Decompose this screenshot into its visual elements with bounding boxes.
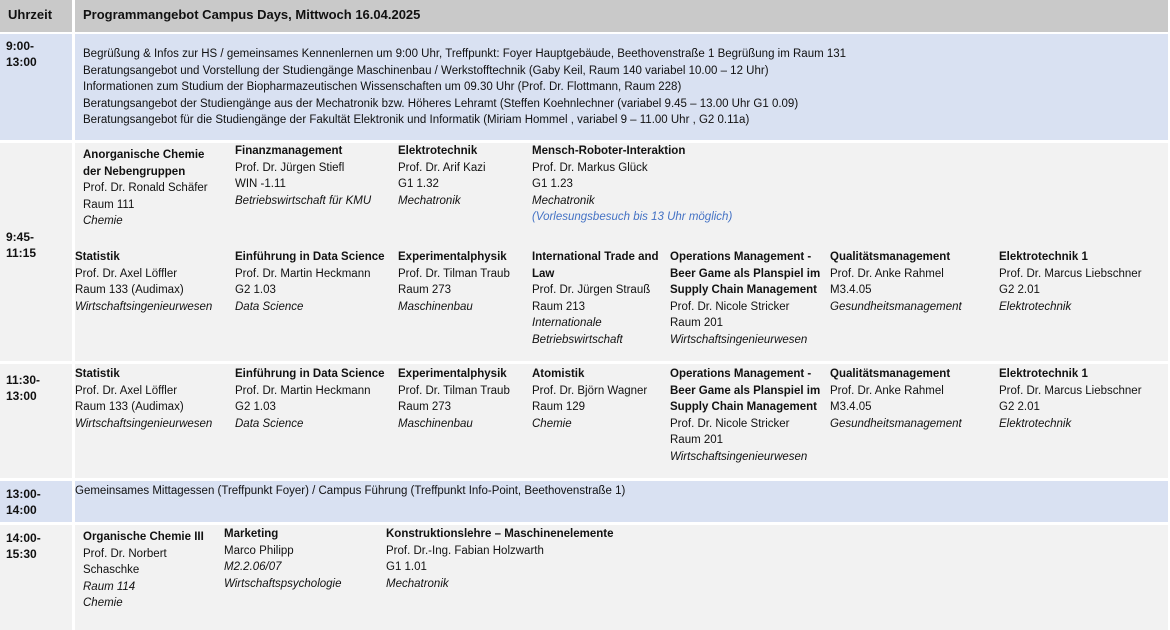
morning-info-block <box>75 34 1168 140</box>
course-title: Statistik <box>75 251 120 263</box>
study-program: Chemie <box>532 417 572 430</box>
study-program: Gesundheitsmanagement <box>830 417 962 430</box>
course-title: Supply Chain Management <box>670 401 817 413</box>
time-start: 13:00- <box>6 487 41 501</box>
course-cell <box>233 249 393 315</box>
lecturer: Prof. Dr. Anke Rahmel <box>830 267 944 280</box>
course-title: Elektrotechnik 1 <box>999 251 1088 263</box>
lunch-text: Gemeinsames Mittagessen (Treffpunkt Foyer) / Campus Führung (Treffpunkt Info-Point, Beethovenstraße 1) <box>75 485 626 497</box>
study-program: Wirtschaftspsychologie <box>224 577 342 590</box>
study-program: Data Science <box>235 417 304 430</box>
lecturer: Prof. Dr. Markus Glück <box>532 161 648 174</box>
lecturer: Prof. Dr. Nicole Stricker <box>670 300 790 313</box>
lecturer: Prof. Dr.-Ing. Fabian Holzwarth <box>386 544 544 557</box>
course-cell <box>73 249 231 315</box>
course-cell <box>384 526 994 592</box>
course-title: Law <box>532 267 555 280</box>
empty-cell <box>828 143 1168 247</box>
course-cell <box>668 366 826 465</box>
course-title: Qualitätsmanagement <box>830 368 951 380</box>
course-title: Einführung in Data Science <box>235 368 385 380</box>
study-program: Elektrotechnik <box>999 417 1072 430</box>
course-title: Experimentalphysik <box>398 368 507 380</box>
time-slot-1400 <box>0 525 72 630</box>
course-cell <box>997 366 1167 432</box>
lecturer: Prof. Dr. Martin Heckmann <box>235 384 371 397</box>
room: G2 2.01 <box>999 284 1040 296</box>
course-note: (Vorlesungsbesuch bis 13 Uhr möglich) <box>532 211 733 223</box>
study-program: Maschinenbau <box>398 300 473 313</box>
lecturer: Prof. Dr. Jürgen Strauß <box>532 284 651 296</box>
info-line: Beratungsangebot und Vorstellung der Studiengänge Maschinenbau / Werkstofftechnik (Gaby Keil, Raum 140 variabel 10.00 – 12 Uhr) <box>83 64 769 77</box>
study-program: Mechatronik <box>386 577 449 590</box>
room: M3.4.05 <box>830 401 872 413</box>
time-slot-lunch <box>0 481 72 522</box>
course-title: Atomistik <box>532 368 585 380</box>
room: WIN -1.11 <box>235 178 286 190</box>
room: Raum 213 <box>532 300 586 313</box>
course-cell <box>828 366 994 432</box>
lecturer: Prof. Dr. Jürgen Stiefl <box>235 161 345 174</box>
course-cell <box>828 249 994 315</box>
course-cell <box>530 143 826 226</box>
course-title: der Nebengruppen <box>83 165 186 178</box>
course-cell <box>233 143 393 209</box>
lecturer: Prof. Dr. Tilman Traub <box>398 267 510 280</box>
room: G2 2.01 <box>999 401 1040 413</box>
room: Raum 129 <box>532 401 586 413</box>
course-cell <box>396 143 526 209</box>
study-program: Betriebswirtschaft <box>532 333 623 346</box>
info-line: Beratungsangebot für die Studiengänge der Fakultät Elektronik und Informatik (Miriam Hommel , variabel 9 – 11.00 Uhr , G2 0.11a) <box>83 114 750 126</box>
time-end: 15:30 <box>6 547 37 561</box>
course-title: Operations Management - <box>670 368 812 380</box>
time-end: 13:00 <box>6 389 37 403</box>
course-title: Einführung in Data Science <box>235 251 385 263</box>
course-cell <box>73 366 231 432</box>
page-title: Programmangebot Campus Days, Mittwoch 16.04.2025 <box>83 7 421 22</box>
lecturer: Prof. Dr. Anke Rahmel <box>830 384 944 397</box>
room: G2 1.03 <box>235 284 276 296</box>
time-slot-0945 <box>0 143 72 361</box>
course-title: Anorganische Chemie <box>83 149 205 161</box>
time-start: 14:00- <box>6 531 41 545</box>
study-program: Mechatronik <box>398 194 461 207</box>
room: Raum 273 <box>398 284 452 296</box>
lecturer: Prof. Dr. Marcus Liebschner <box>999 267 1142 280</box>
study-program: Maschinenbau <box>398 417 473 430</box>
room: Raum 273 <box>398 401 452 413</box>
study-program: Wirtschaftsingenieurwesen <box>670 333 808 346</box>
study-program: Data Science <box>235 300 304 313</box>
study-program: Elektrotechnik <box>999 300 1072 313</box>
study-program: Wirtschaftsingenieurwesen <box>75 417 213 430</box>
course-cell <box>530 249 666 348</box>
room: G2 1.03 <box>235 401 276 413</box>
lecturer: Prof. Dr. Arif Kazi <box>398 161 486 174</box>
time-start: 9:00- <box>6 39 35 53</box>
course-title: Elektrotechnik <box>398 145 478 157</box>
study-program: Wirtschaftsingenieurwesen <box>75 300 213 313</box>
course-cell <box>396 249 526 315</box>
course-title: Konstruktionslehre – Maschinenelemente <box>386 528 614 540</box>
room: G1 1.01 <box>386 561 427 573</box>
course-title: Organische Chemie III <box>83 531 204 543</box>
course-title: Qualitätsmanagement <box>830 251 951 263</box>
time-column-header <box>0 0 72 32</box>
course-cell <box>396 366 526 432</box>
study-program: Chemie <box>83 215 123 227</box>
lecturer: Prof. Dr. Axel Löffler <box>75 267 178 280</box>
room: G1 1.23 <box>532 178 573 190</box>
room: G1 1.32 <box>398 178 439 190</box>
info-line: Begrüßung & Infos zur HS / gemeinsames Kennenlernen um 9:00 Uhr, Treffpunkt: Foyer Hauptgebäude, Beethovenstraße 1 Begrüßung im Raum 131 <box>83 48 847 60</box>
lunch-block <box>75 481 1168 522</box>
room: Raum 201 <box>670 317 724 329</box>
lecturer: Prof. Dr. Marcus Liebschner <box>999 384 1142 397</box>
time-start: 11:30- <box>6 373 41 387</box>
course-title: Statistik <box>75 368 120 380</box>
course-title: Experimentalphysik <box>398 251 507 263</box>
lecturer: Prof. Dr. Ronald Schäfer <box>83 182 208 194</box>
time-slot-1130 <box>0 364 72 478</box>
course-cell <box>81 147 231 230</box>
course-cell <box>222 526 380 592</box>
study-program: Betriebswirtschaft für KMU <box>235 194 372 207</box>
lecturer: Prof. Dr. Tilman Traub <box>398 384 510 397</box>
room: Raum 133 (Audimax) <box>75 401 184 413</box>
course-cell <box>530 366 666 432</box>
room: Raum 114 <box>83 580 136 593</box>
course-title: International Trade and <box>532 251 659 263</box>
course-title: Mensch-Roboter-Interaktion <box>532 145 686 157</box>
course-title: Beer Game als Planspiel im <box>670 384 821 397</box>
course-title: Operations Management - <box>670 251 812 263</box>
course-cell <box>81 529 217 612</box>
time-end: 14:00 <box>6 503 37 517</box>
course-title: Beer Game als Planspiel im <box>670 267 821 280</box>
time-end: 11:15 <box>6 246 37 260</box>
study-program: Gesundheitsmanagement <box>830 300 962 313</box>
study-program: Internationale <box>532 317 602 329</box>
study-program: Mechatronik <box>532 194 595 207</box>
room: M2.2.06/07 <box>224 561 282 573</box>
lecturer: Schaschke <box>83 564 140 576</box>
course-cell <box>233 366 393 432</box>
time-slot-morning <box>0 34 72 140</box>
room: Raum 111 <box>83 198 135 211</box>
study-program: Wirtschaftsingenieurwesen <box>670 450 808 463</box>
study-program: Chemie <box>83 597 123 609</box>
lecturer: Prof. Dr. Nicole Stricker <box>670 417 790 430</box>
lecturer: Prof. Dr. Björn Wagner <box>532 384 648 397</box>
lecturer: Marco Philipp <box>224 544 294 557</box>
time-end: 13:00 <box>6 55 37 69</box>
course-title: Elektrotechnik 1 <box>999 368 1088 380</box>
lecturer: Prof. Dr. Axel Löffler <box>75 384 178 397</box>
info-line: Beratungsangebot der Studiengänge aus der Mechatronik bzw. Höheres Lehramt (Steffen Koehnlechner (variabel 9.45 – 13.00 Uhr G1 0.09) <box>83 97 799 110</box>
room: Raum 133 (Audimax) <box>75 284 184 296</box>
course-title: Finanzmanagement <box>235 145 343 157</box>
course-title: Marketing <box>224 528 279 540</box>
info-line: Informationen zum Studium der Biopharmazeutischen Wissenschaften um 09.30 Uhr (Prof. Dr. Flottmann, Raum 228) <box>83 81 682 93</box>
room: Raum 201 <box>670 434 724 446</box>
lecturer: Prof. Dr. Norbert <box>83 547 167 560</box>
lecturer: Prof. Dr. Martin Heckmann <box>235 267 371 280</box>
room: M3.4.05 <box>830 284 872 296</box>
course-cell <box>997 249 1167 315</box>
time-start: 9:45- <box>6 230 35 244</box>
time-column-label: Uhrzeit <box>8 7 53 22</box>
course-title: Supply Chain Management <box>670 284 817 296</box>
course-cell <box>668 249 826 348</box>
schedule-title-header <box>75 0 1168 32</box>
